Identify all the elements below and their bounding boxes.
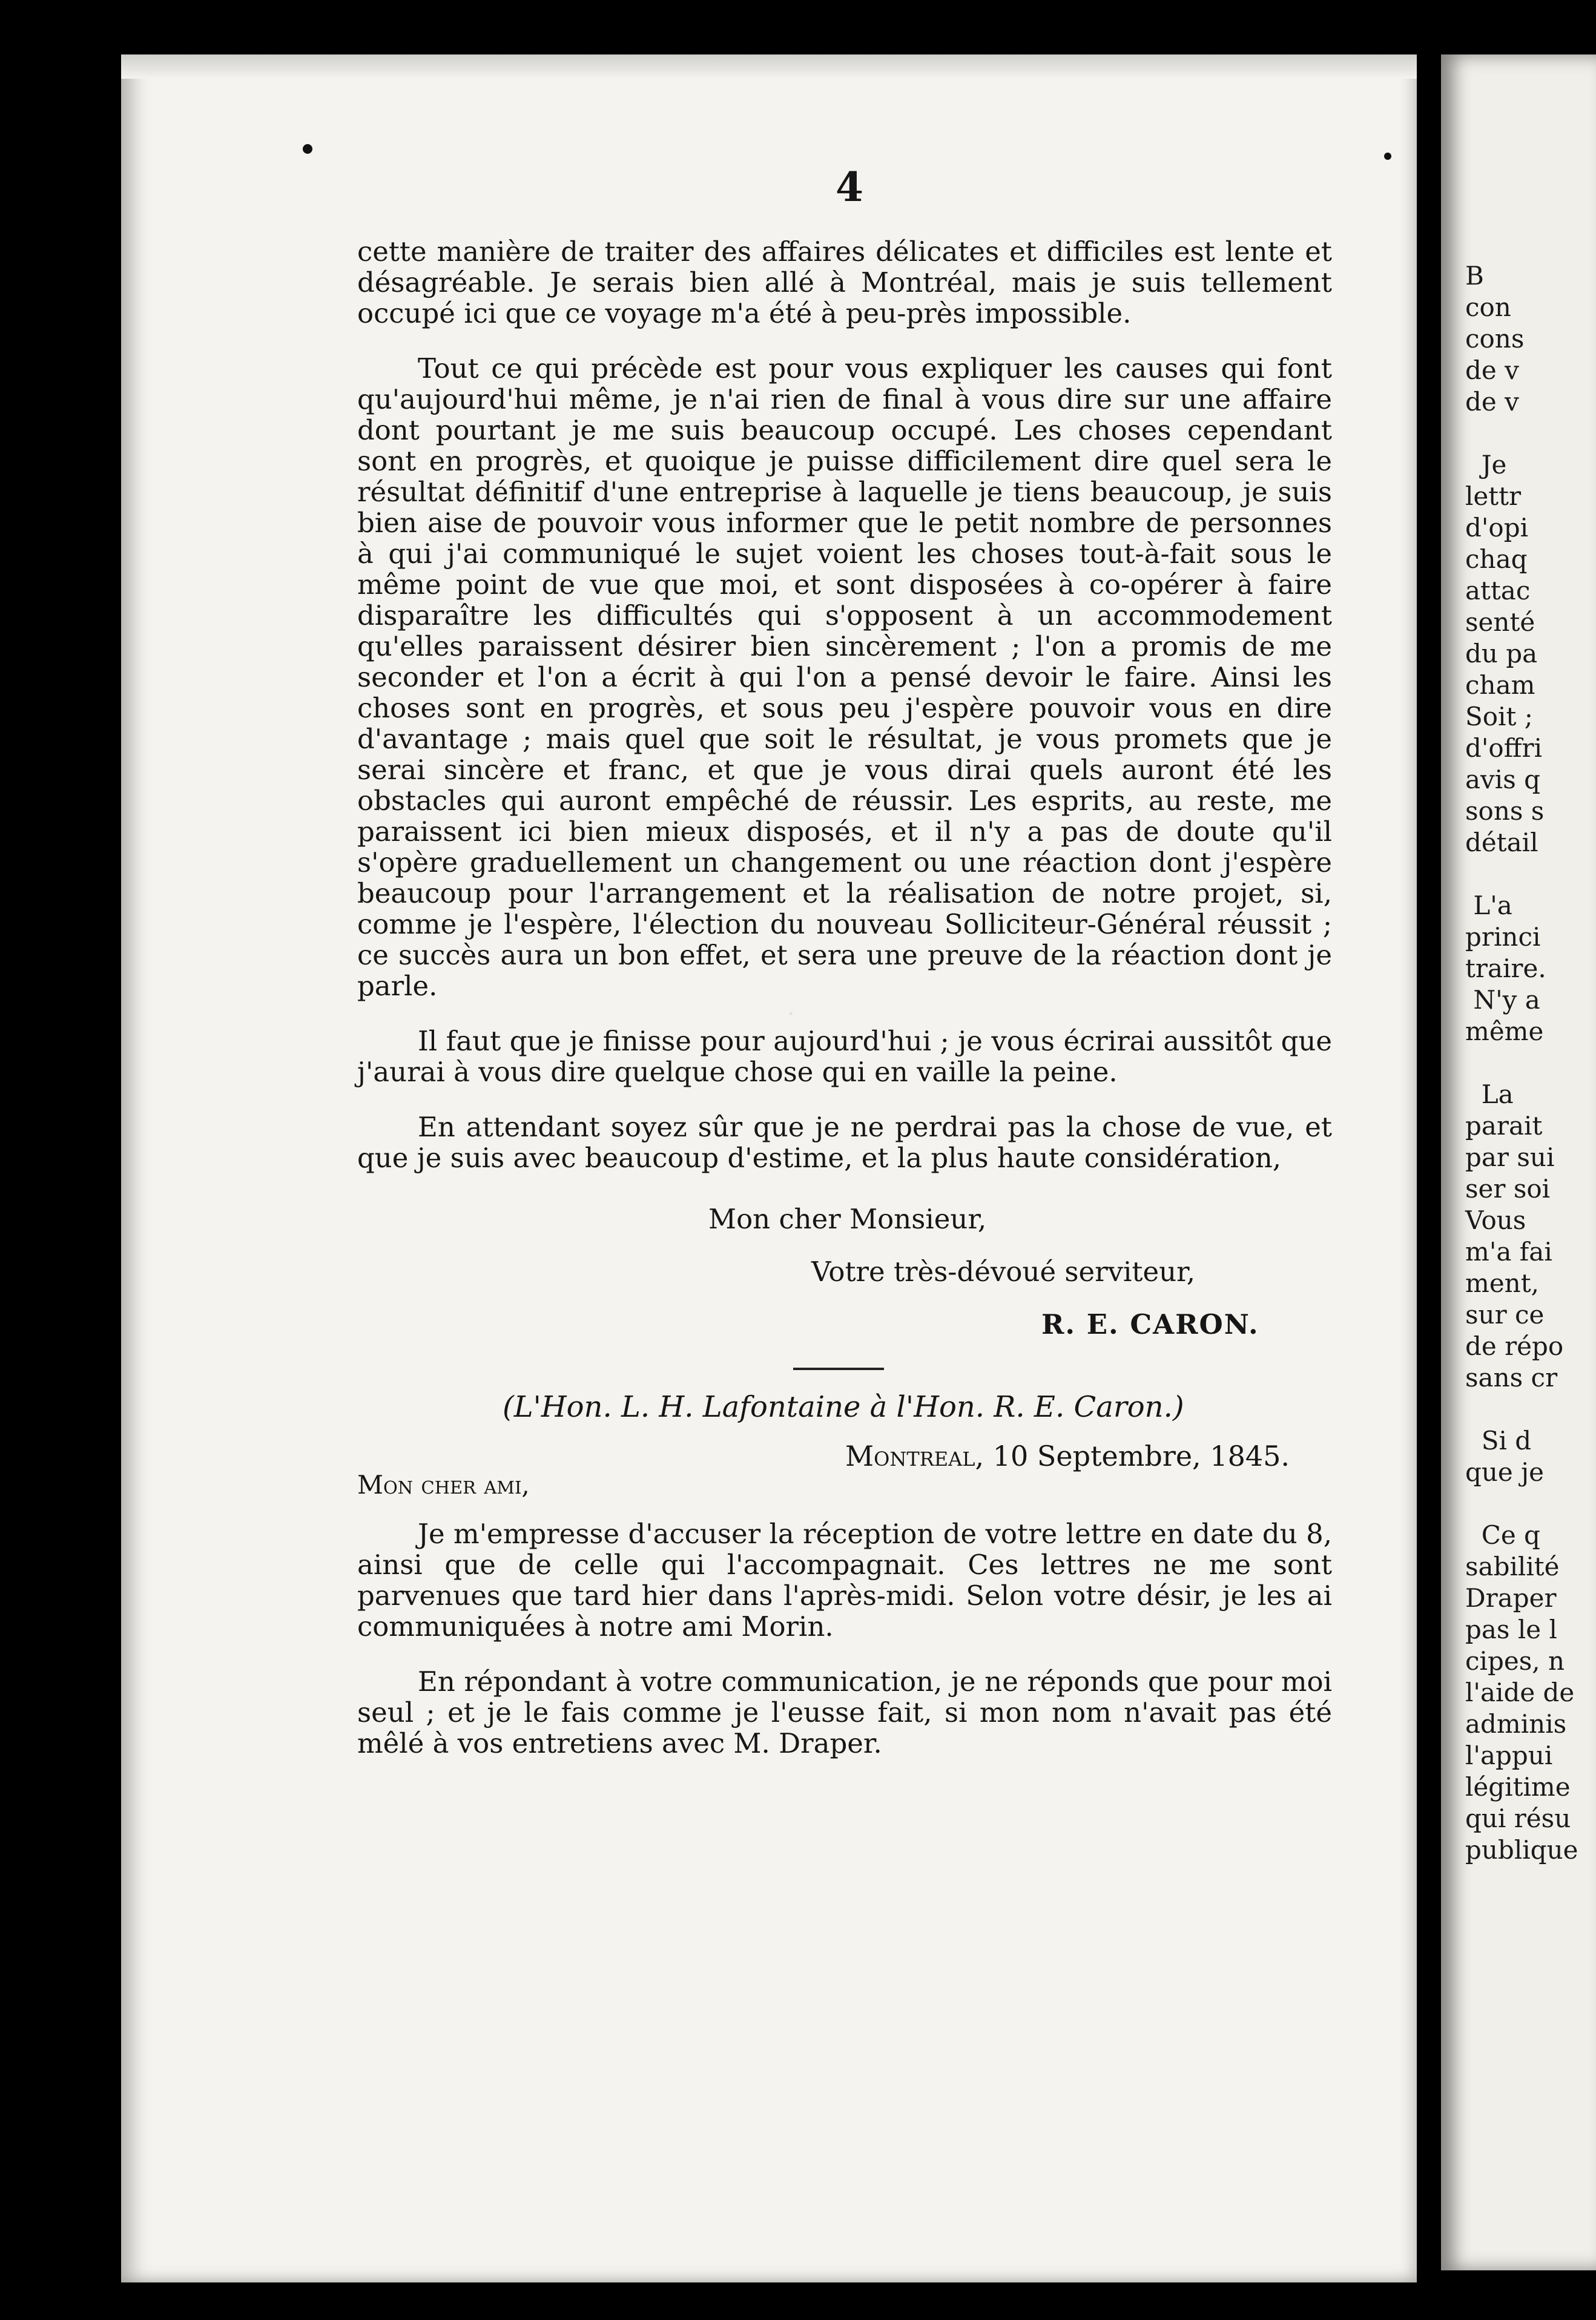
letter-body <box>357 236 1332 1783</box>
letter-salutation: Mon cher ami, <box>357 1470 530 1500</box>
section-divider <box>793 1368 884 1370</box>
letter-heading: (L'Hon. L. H. Lafontaine à l'Hon. R. E. Caron.) <box>503 1390 1184 1424</box>
closing-salutation: Mon cher Monsieur, <box>708 1203 987 1235</box>
paragraph: Je m'empresse d'accuser la réception de votre lettre en date du 8, ainsi que de celle qui l'accompagnait. Ces lettres ne me sont parvenues que tard hier dans l'après-midi. Selon votre désir, je les ai communiquées à notre ami Morin. <box>357 1518 1332 1643</box>
speck-mark <box>303 144 312 154</box>
letter-place: Montreal, <box>845 1440 984 1472</box>
paragraph: Tout ce qui précède est pour vous expliquer les causes qui font qu'aujourd'hui même, je n'ai rien de final à vous dire sur une affaire dont pourtant je me suis beaucoup occupé. Les choses cependant sont en progrès, et quoique je puisse difficilement dire quel sera le résultat définitif d'une entreprise à laquelle je tiens beaucoup, je suis bien aise de pouvoir vous informer que le petit nombre de personnes à qui j'ai communiqué le sujet voient les choses tout-à-fait sous le même point de vue que moi, et sont disposées à co-opérer à faire disparaître les difficultés qui s'opposent à un accommodement qu'elles paraissent désirer bien sincèrement ; l'on a promis de me seconder et l'on a écrit à qui l'on a pensé devoir le faire. Ainsi les choses sont en progrès, et sous peu j'espère pouvoir vous en dire d'avantage ; mais quel que soit le résultat, je vous promets que je serai sincère et franc, et que je vous dirai quels auront été les obstacles qui auront empêché de réussir. Les esprits, au reste, me paraissent ici bien mieux disposés, et il n'y a pas de doute qu'il s'opère graduellement un changement ou une réaction dont j'espère beaucoup pour l'arrangement et la réalisation de notre projet, si, comme je l'espère, l'élection du nouveau Solliciteur-Général réussit ; ce succès aura un bon effet, et sera une preuve de la réaction dont je parle. <box>357 352 1332 1002</box>
page-top-edge <box>121 54 1417 79</box>
paragraph: En répondant à votre communication, je ne réponds que pour moi seul ; et je le fais comme je l'eusse fait, si mon nom n'avait pas été mêlé à vos entretiens avec M. Draper. <box>357 1666 1332 1759</box>
closing-formula: Votre très-dévoué serviteur, <box>811 1256 1195 1288</box>
bleed-through-text: · <box>787 999 795 1027</box>
speck-mark <box>1384 153 1391 160</box>
signatory-name: R. E. CARON. <box>1041 1308 1259 1340</box>
page-gutter <box>1417 42 1441 2295</box>
letter-date: 10 Septembre, 1845. <box>992 1440 1290 1472</box>
facing-page-fragment <box>1441 54 1596 2270</box>
paragraph: cette manière de traiter des affaires délicates et difficiles est lente et désagréable. Je serais bien allé à Montréal, mais je suis tellement occupé ici que ce voyage m'a été à peu-près impossible. <box>357 236 1332 329</box>
place-date-line <box>357 1441 1332 1472</box>
paragraph: Il faut que je finisse pour aujourd'hui ; je vous écrirai aussitôt que j'aurai à vous dire quelque chose qui en vaille la peine. <box>357 1025 1332 1088</box>
paragraph: En attendant soyez sûr que je ne perdrai pas la chose de vue, et que je suis avec beaucoup d'estime, et la plus haute considération, <box>357 1111 1332 1174</box>
facing-page-text: B con cons de v de v Je lettr d'opi chaq attac senté du pa cham Soit ; d'offri avis q sons s détail L'a princi traire. N'y a même La parait par sui ser soi Vous m'a fai ment, sur ce de répo sans cr Si d que je Ce q sabilité Draper pas le l cipes, n l'aide de adminis l'appui légitime qui résu publique <box>1465 261 1578 1865</box>
page-number: 4 <box>836 163 863 211</box>
